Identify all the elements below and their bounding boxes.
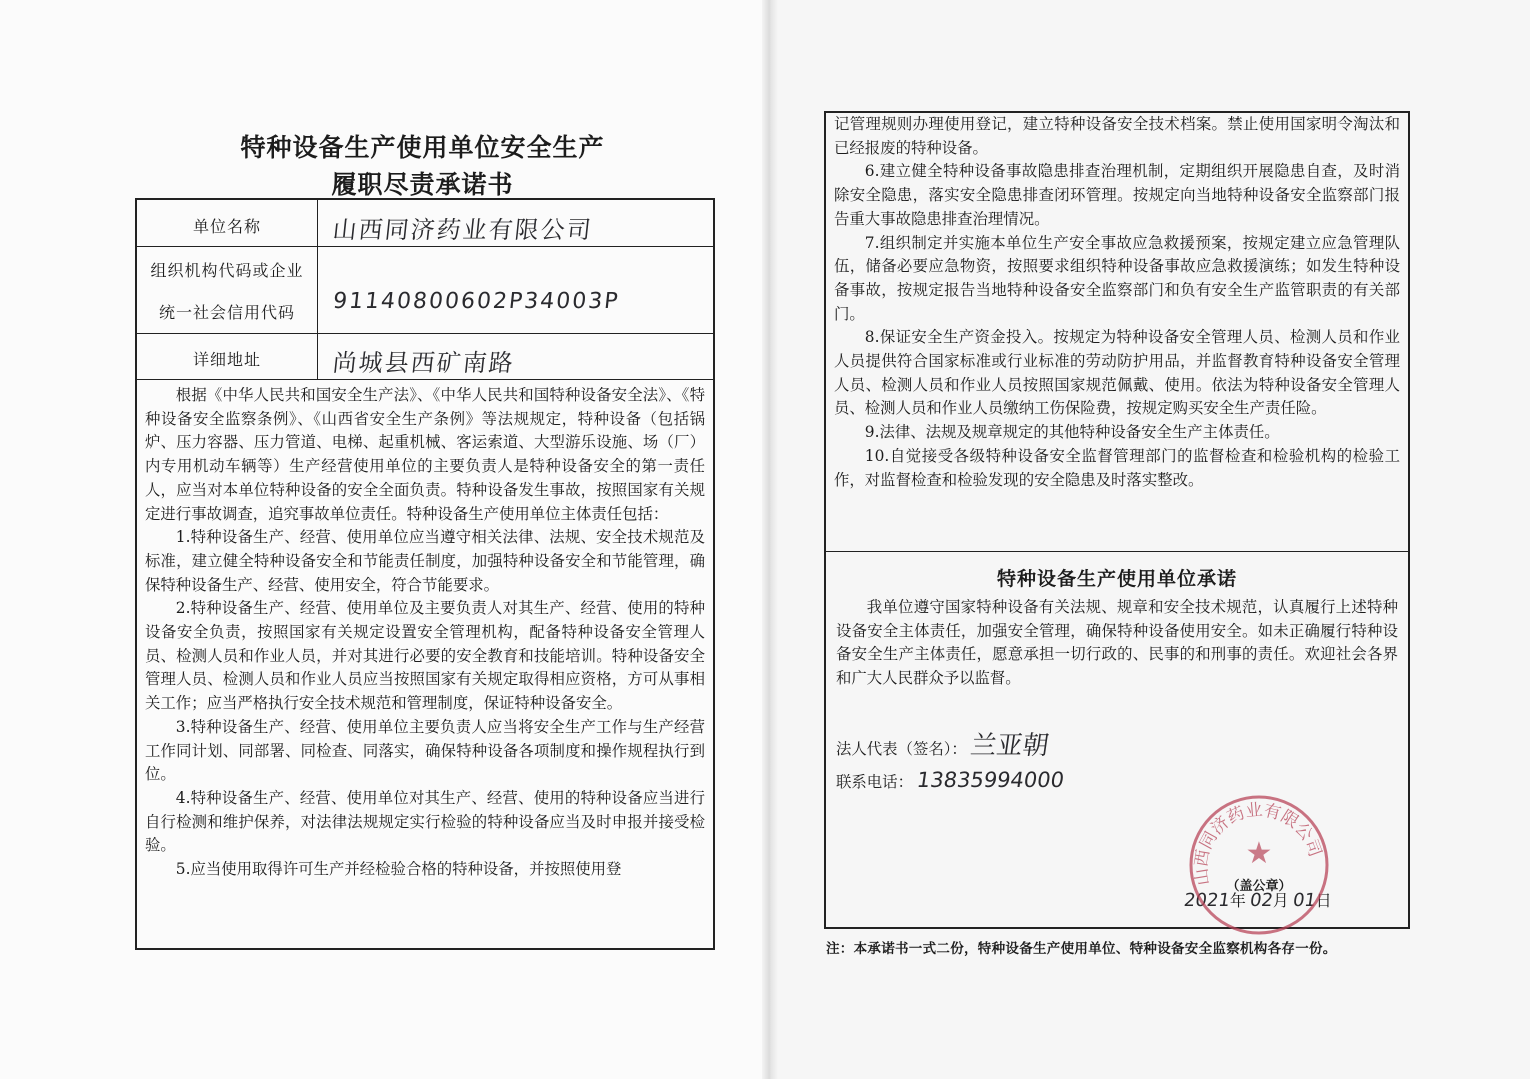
date-month: 02 [1248,890,1275,911]
unit-name-label-cell [137,200,318,246]
seal-star: ★ [1245,836,1273,871]
date-day-unit: 日 [1315,891,1332,910]
page-gutter [762,0,778,1079]
unit-name-label: 单位名称 [192,217,261,236]
legal-rep-signature: 兰亚朝 [968,731,1051,761]
address-value: 尚城县西矿南路 [331,349,517,377]
duty-item-4: 4.特种设备生产、经营、使用单位对其生产、经营、使用的特种设备应当进行自行检测和维护保养，对法律法规规定实行检验的特种设备应当及时申报并接受检验。 [145,788,705,855]
document-title-line1: 特种设备生产使用单位安全生产 [240,133,605,162]
duty-item-5: 5.应当使用取得许可生产并经检验合格的特种设备，并按照使用登 [175,860,622,879]
company-seal [1184,790,1334,940]
duty-item-9: 9.法律、法规及规章规定的其他特种设备安全生产主体责任。 [864,423,1280,442]
unit-name-value: 山西同济药业有限公司 [331,216,595,244]
date-year-unit: 年 [1229,891,1246,910]
footnote: 注：本承诺书一式二份，特种设备生产使用单位、特种设备安全监察机构各存一份。 [826,941,1337,957]
address-label-cell [137,333,318,379]
right-body-text [834,113,1400,492]
duty-item-7: 7.组织制定并实施本单位生产安全事故应急救援预案，按规定建立应急管理队伍，储备必要应急物资，按照要求组织特种设备事故应急救援演练；如发生特种设备事故，按规定报告当地特种设备安全监察部门和负有安全生产监管职责的有关部门。 [834,233,1400,323]
intro-paragraph: 根据《中华人民共和国安全生产法》、《中华人民共和国特种设备安全法》、《特种设备安全监察条例》、《山西省安全生产条例》等法规规定，特种设备（包括锅炉、压力容器、压力管道、电梯、起重机械、客运索道、大型游乐设施、场（厂）内专用机动车辆等）生产经营使用单位的主要负责人是特种设备安全的第一责任人，应当对本单位特种设备的安全全面负责。特种设备发生事故，按照国家有关规定进行事故调查，追究事故单位责任。特种设备生产使用单位主体责任包括： [145,386,705,523]
duty-item-2: 2.特种设备生产、经营、使用单位及主要负责人对其生产、经营、使用的特种设备安全负责，按照国家有关规定设置安全管理机构，配备特种设备安全管理人员、检测人员和作业人员，并对其进行必要的安全教育和技能培训。特种设备安全管理人员、检测人员和作业人员应当按照国家有关规定取得相应资格，方可从事相关工作；应当严格执行安全技术规范和管理制度，保证特种设备安全。 [145,599,705,713]
address-row [137,333,713,380]
address-label: 详细地址 [192,350,261,369]
pledge-title: 特种设备生产使用单位承诺 [996,568,1237,590]
duty-item-3: 3.特种设备生产、经营、使用单位主要负责人应当将安全生产工作与生产经营工作同计划、同部署、同检查、同落实，确保特种设备各项制度和操作规程执行到位。 [145,717,705,784]
phone-label: 联系电话： [836,773,913,791]
date-day: 01 [1291,890,1318,911]
left-body-text [145,384,705,882]
credit-code-row [137,246,713,334]
pledge-text [836,596,1398,691]
duty-item-8: 8.保证安全生产资金投入。按规定为特种设备安全管理人员、检测人员和作业人员提供符合国家标准或行业标准的劳动防护用品，并监督教育特种设备安全管理人员、检测人员和作业人员按照国家规范佩戴、使用。依法为特种设备安全管理人员、检测人员和作业人员缴纳工伤保险费，按规定购买安全生产责任险。 [834,328,1400,418]
duty-item-1: 1.特种设备生产、经营、使用单位应当遵守相关法律、法规、安全技术规范及标准，建立健全特种设备安全和节能责任制度，加强特种设备安全和节能管理，确保特种设备生产、经营、使用安全，符合节能要求。 [145,528,705,594]
date-month-unit: 月 [1272,891,1289,910]
legal-rep-label: 法人代表（签名）： [836,740,967,758]
pledge-paragraph: 我单位遵守国家特种设备有关法规、规章和安全技术规范，认真履行上述特种设备安全主体责任，加强安全管理，确保特种设备使用安全。如未正确履行特种设备安全生产主体责任，愿意承担一切行政的、民事的和刑事的责任。欢迎社会各界和广大人民群众予以监督。 [836,598,1398,688]
phone-line [836,768,1064,792]
duty-item-5-continued: 记管理规则办理使用登记，建立特种设备安全技术档案。禁止使用国家明令淘汰和已经报废的特种设备。 [834,115,1400,157]
duty-item-6: 6.建立健全特种设备事故隐患排查治理机制，定期组织开展隐患自查，及时消除安全隐患，落实安全隐患排查闭环管理。按规定向当地特种设备安全监察部门报告重大事故隐患排查治理情况。 [834,162,1400,228]
legal-rep-line [836,725,1049,762]
date-year: 2021 [1182,890,1232,911]
left-form-box [135,198,715,950]
seal-caption: （盖公章） [1226,879,1292,894]
document-title-line2: 履职尽责承诺书 [331,170,514,199]
credit-code-label-line2: 统一社会信用代码 [158,303,295,322]
section-divider [826,551,1408,552]
unit-name-row [137,200,713,247]
credit-code-label-cell [137,246,318,333]
credit-code-value: 91140800602P34003P [331,289,621,314]
phone-value: 13835994000 [915,768,1066,792]
seal-text-path: 山西同济药业有限公司 [1191,800,1325,887]
credit-code-label-line1: 组织机构代码或企业 [150,261,304,280]
duty-item-10: 10.自觉接受各级特种设备安全监督管理部门的监督检查和检验机构的检验工作，对监督检查和检验发现的安全隐患及时落实整改。 [834,446,1400,489]
